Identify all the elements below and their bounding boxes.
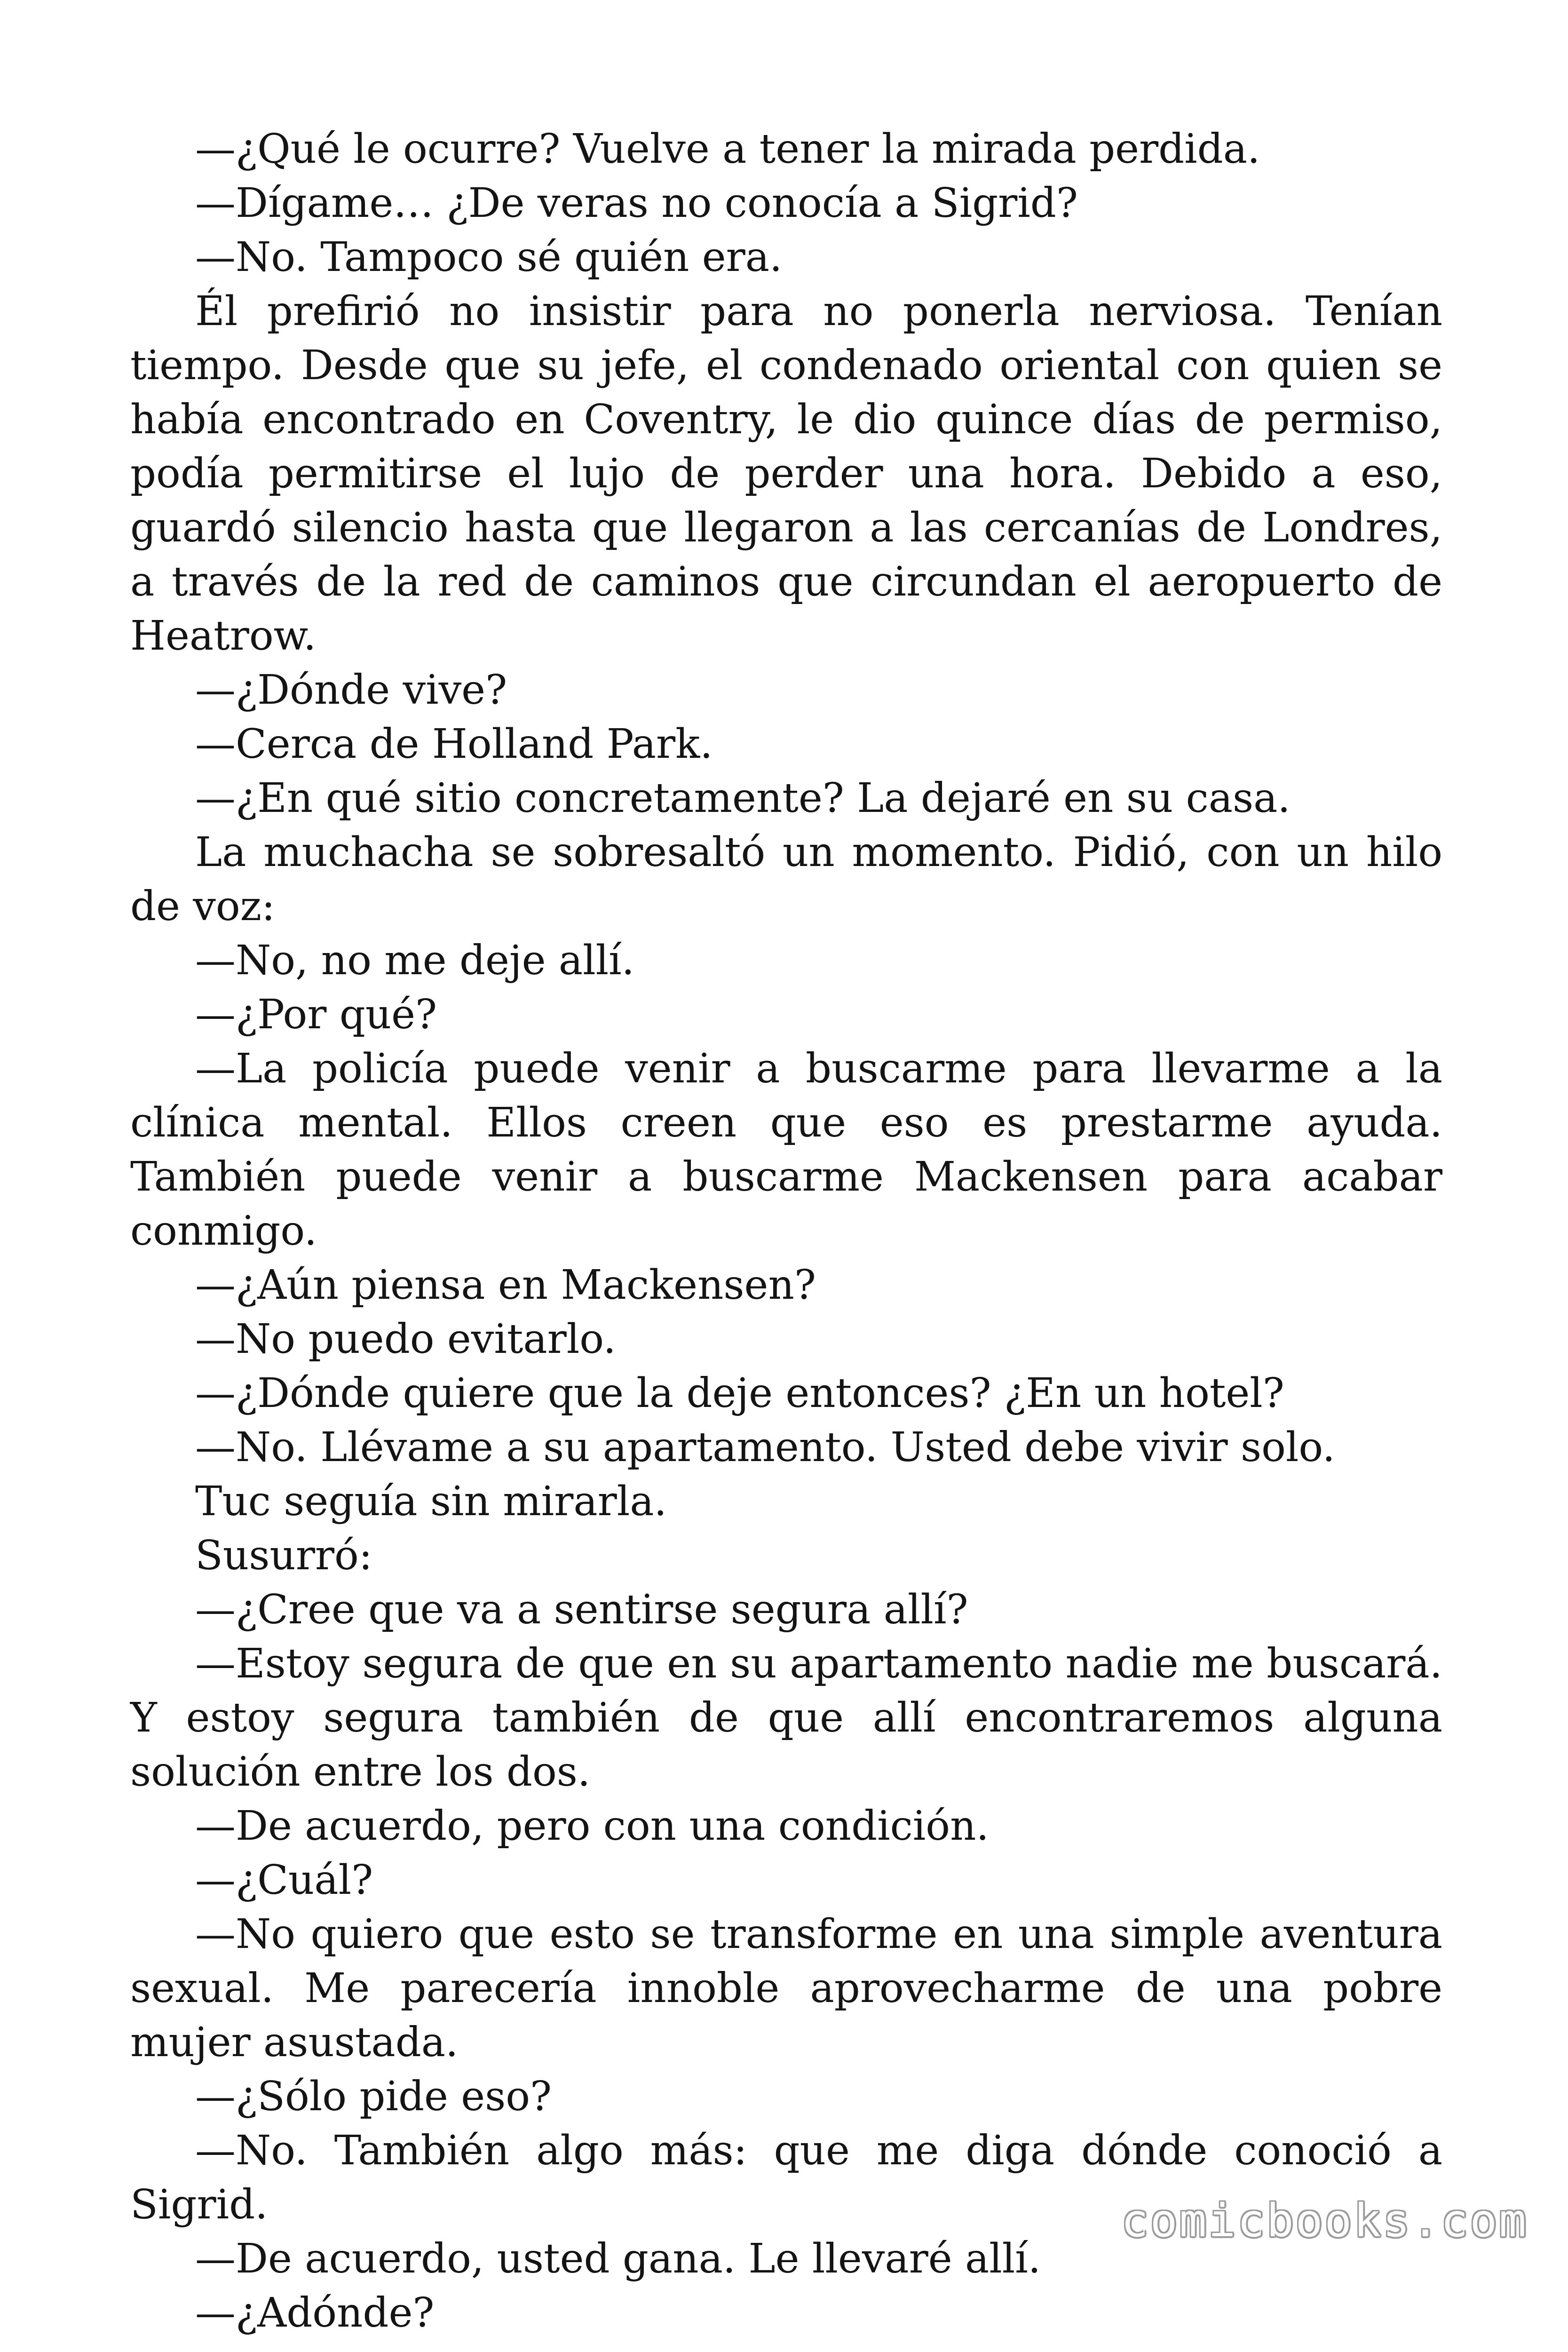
paragraph: —No. Tampoco sé quién era. [195,234,783,281]
paragraph: —De acuerdo, usted gana. Le llevaré allí. [195,2235,1041,2282]
watermark: comicbooks.com [1121,2194,1528,2247]
paragraph: —De acuerdo, pero con una condición. [195,1803,989,1850]
paragraph: —No. También algo más: que me diga dónde conoció a Sigrid. [130,2127,1442,2228]
paragraph: —¿Qué le ocurre? Vuelve a tener la mirada perdida. [195,126,1260,173]
paragraph: —¿En qué sitio concretamente? La dejaré en su casa. [195,775,1291,822]
paragraph: —¿Adónde? [195,2289,435,2336]
paragraph: Él prefirió no insistir para no ponerla nerviosa. Tenían tiempo. Desde que su jefe, el condenado oriental con quien se había encontrado en Coventry, le dio quince días de permiso, podía permitirse el lujo de perder una hora. Debido a eso, guardó silencio hasta que llegaron a las cercanías de Londres, a través de la red de caminos que circundan el aeropuerto de Heatrow. [130,288,1442,660]
paragraph: Tuc seguía sin mirarla. [195,1478,667,1525]
paragraph: Susurró: [195,1532,372,1579]
paragraph: —No, no me deje allí. [195,937,634,984]
paragraph: —¿Sólo pide eso? [195,2073,552,2120]
paragraph: —Cerca de Holland Park. [195,721,713,768]
paragraph: —No quiero que esto se transforme en una simple aventura sexual. Me parecería innoble aprovecharme de una pobre mujer asustada. [130,1911,1442,2066]
paragraph: —No puedo evitarlo. [195,1316,616,1363]
paragraph: —La policía puede venir a buscarme para llevarme a la clínica mental. Ellos creen que eso es prestarme ayuda. También puede venir a buscarme Mackensen para acabar conmigo. [130,1045,1442,1255]
paragraph: —¿Dónde vive? [195,667,507,714]
paragraph: —No. Llévame a su apartamento. Usted debe vivir solo. [195,1424,1335,1471]
paragraph: —¿Aún piensa en Mackensen? [195,1262,816,1309]
paragraph: —¿Cuál? [195,1857,373,1904]
paragraph: —Estoy segura de que en su apartamento nadie me buscará. Y estoy segura también de que allí encontraremos alguna solución entre los dos. [130,1640,1442,1796]
paragraph: —Dígame… ¿De veras no conocía a Sigrid? [195,180,1078,227]
page-body-text [130,122,1442,2340]
paragraph: —¿Por qué? [195,991,437,1038]
paragraph: —¿Dónde quiere que la deje entonces? ¿En un hotel? [195,1370,1284,1417]
paragraph: —¿Cree que va a sentirse segura allí? [195,1586,968,1633]
paragraph: La muchacha se sobresaltó un momento. Pidió, con un hilo de voz: [130,829,1442,930]
